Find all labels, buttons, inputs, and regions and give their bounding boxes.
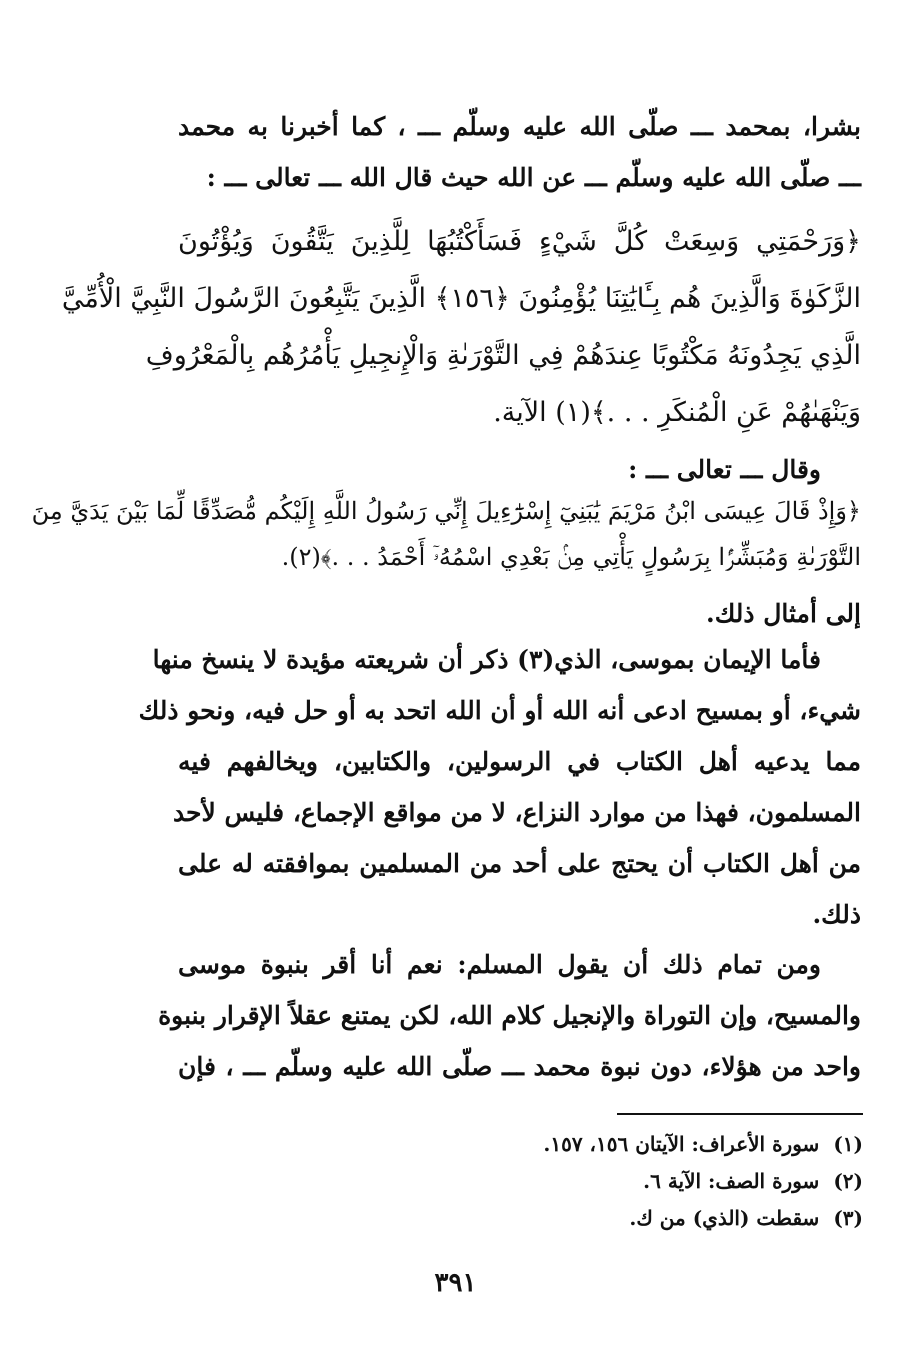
text-line: إلى أمثال ذلك.: [706, 599, 861, 628]
footnote-item: [363, 1163, 863, 1200]
footnote-text: سورة الأعراف: الآيتان ١٥٦، ١٥٧.: [543, 1132, 820, 1156]
footnote-number: (١): [833, 1132, 863, 1156]
footnote-number: (٣): [833, 1206, 863, 1230]
quran-verse-araf: [61, 213, 861, 441]
footnote-item: [363, 1126, 863, 1163]
text-line: المسلمون، فهذا من موارد النزاع، لا من مواقع الإجماع، فليس لأحد: [172, 798, 861, 827]
text-line: وقال ـــ تعالى ـــ :: [628, 455, 821, 484]
text-line: ذلك.: [812, 900, 861, 929]
footnote-text: سورة الصف: الآية ٦.: [643, 1169, 820, 1193]
verse-line: ﴿وَرَحْمَتِي وَسِعَتْ كُلَّ شَيْءٍ فَسَأَكْتُبُهَا لِلَّذِينَ يَتَّقُونَ وَيُؤْتُونَ: [178, 226, 861, 257]
footnote-text: سقطت (الذي) من ك.: [629, 1206, 820, 1230]
text-line: ـــ صلّى الله عليه وسلّم ـــ عن الله حيث قال الله ـــ تعالى ـــ :: [206, 163, 861, 192]
footnote-number: (٢): [833, 1169, 863, 1193]
page-number: ٣٩١: [434, 1268, 477, 1298]
text-line: فأما الإيمان بموسى، الذي(٣) ذكر أن شريعته مؤيدة لا ينسخ منها: [152, 645, 821, 674]
footnote-separator: [617, 1113, 863, 1115]
paragraph-similar: [178, 588, 861, 639]
verse-line: وَيَنْهَىٰهُمْ عَنِ الْمُنكَرِ . . .﴾(١) الآية.: [493, 397, 861, 428]
verse-line: التَّوْرَىٰةِ وَمُبَشِّرًۢا بِرَسُولٍ يَأْتِي مِنۢ بَعْدِي اسْمُهُۥٓ أَحْمَدُ . . .﴾(٢).: [281, 543, 861, 571]
quran-verse-saff: [31, 488, 861, 580]
text-line: ومن تمام ذلك أن يقول المسلم: نعم أنا أقر بنبوة موسى: [178, 950, 821, 979]
footnotes: [363, 1126, 863, 1237]
text-line: مما يدعيه أهل الكتاب في الرسولين، والكتابين، ويخالفهم فيه: [178, 747, 861, 776]
verse-line: الزَّكَوٰةَ وَالَّذِينَ هُم بِـَٔايَٰتِنَا يُؤْمِنُونَ ﴿١٥٦﴾ الَّذِينَ يَتَّبِعُونَ الرَّسُولَ النَّبِيَّ الْأُمِّيَّ: [61, 283, 861, 314]
text-line: والمسيح، وإن التوراة والإنجيل كلام الله، لكن يمتنع عقلاً الإقرار بنبوة: [158, 1001, 861, 1030]
text-line: من أهل الكتاب أن يحتج على أحد من المسلمين بموافقته له على: [178, 849, 861, 878]
verse-line: ﴿وَإِذْ قَالَ عِيسَى ابْنُ مَرْيَمَ يَٰبَنِيٓ إِسْرَٰٓءِيلَ إِنِّي رَسُولُ اللَّهِ إِلَيْكُم مُّصَدِّقًا لِّمَا بَيْنَ يَدَيَّ مِنَ: [31, 497, 861, 525]
text-line: واحد من هؤلاء، دون نبوة محمد ـــ صلّى الله عليه وسلّم ـــ ، فإن: [178, 1052, 861, 1081]
verse-line: الَّذِي يَجِدُونَهُ مَكْتُوبًا عِندَهُمْ فِي التَّوْرَىٰةِ وَالْإِنجِيلِ يَأْمُرُهُم بِالْمَعْرُوفِ: [145, 340, 861, 371]
footnote-item: [363, 1200, 863, 1237]
text-line: بشرا، بمحمد ـــ صلّى الله عليه وسلّم ـــ ، كما أخبرنا به محمد: [178, 112, 861, 141]
paragraph-completion: [158, 939, 861, 1092]
paragraph-faith-moses: [138, 634, 861, 940]
text-line: شيء، أو بمسيح ادعى أنه الله أو أن الله اتحد به أو حل فيه، ونحو ذلك: [138, 696, 861, 725]
paragraph-intro: [178, 101, 861, 203]
